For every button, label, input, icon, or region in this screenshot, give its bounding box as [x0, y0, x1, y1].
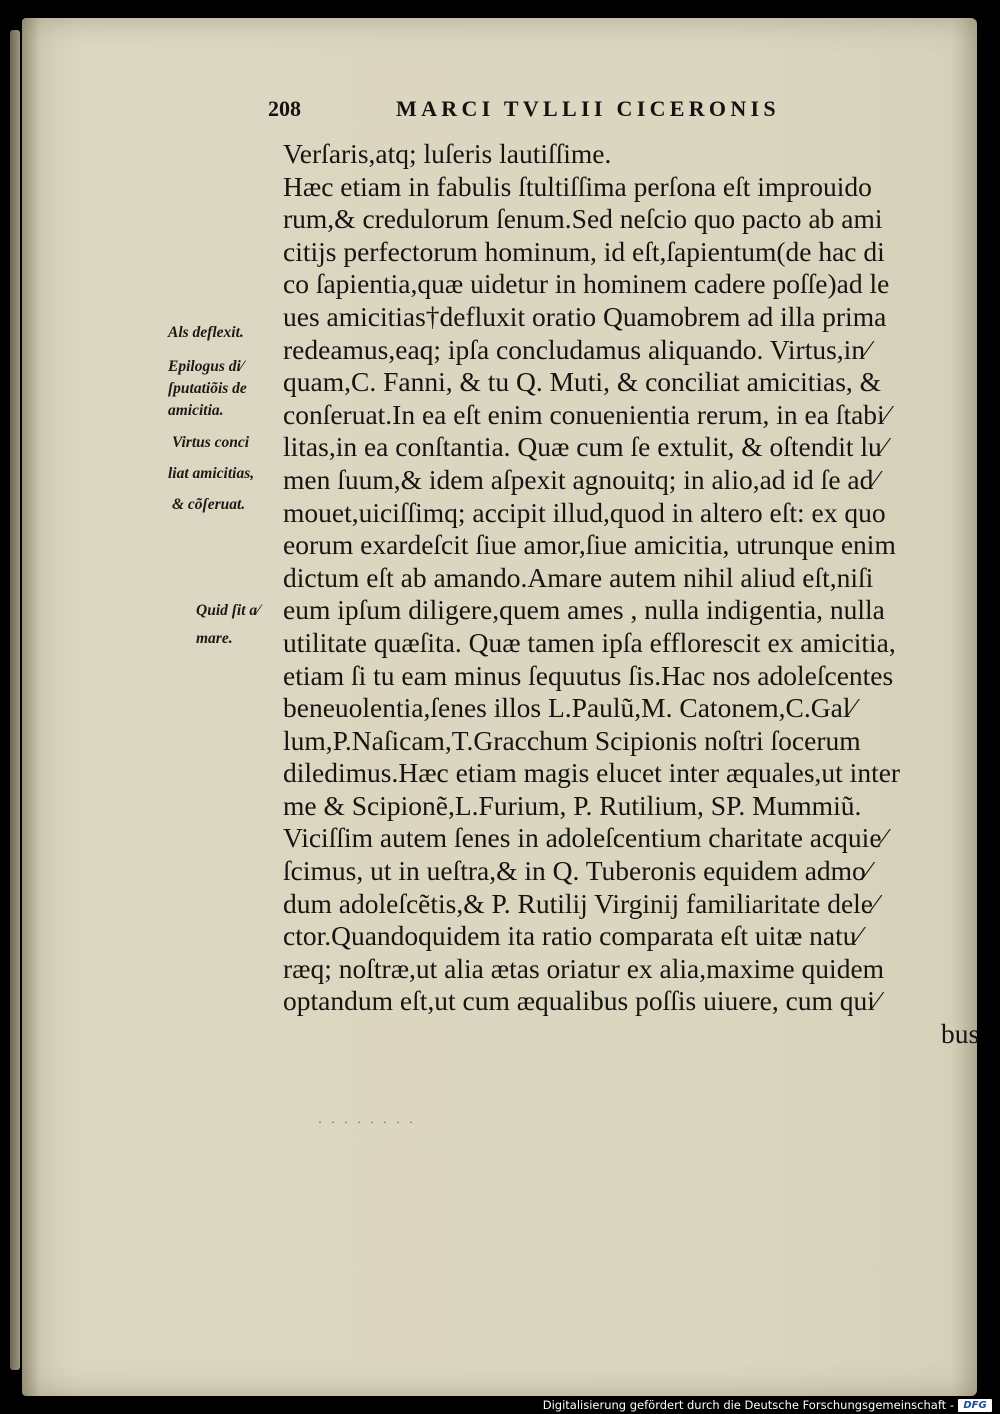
running-head: [268, 90, 848, 130]
marginal-note: Als deflexit.: [168, 324, 244, 341]
text-line: etiam ſi tu eam minus ſequutus ſis.Hac nos adoleſcentes: [283, 659, 894, 691]
text-line: ctor.Quandoquidem ita ratio comparata eſt uitæ natu⁄: [283, 920, 862, 952]
text-line: conſeruat.In ea eſt enim conuenientia rerum, in ea ſtabi⁄: [283, 398, 890, 430]
text-line: diledimus.Hæc etiam magis elucet inter æquales,ut inter: [283, 757, 901, 789]
marginal-note: mare.: [196, 630, 233, 647]
running-title: MARCI TVLLII CICERONIS: [396, 96, 780, 121]
text-line: rum,& credulorum ſenum.Sed neſcio quo pacto ab ami: [283, 203, 883, 235]
marginal-note: Epilogus di⁄: [168, 358, 244, 375]
text-line: quam,C. Fanni, & tu Q. Muti, & conciliat amicitias, &: [283, 366, 882, 398]
text-line: litas,in ea conſtantia. Quæ cum ſe extulit, & oſtendit lu⁄: [283, 431, 887, 463]
text-line: eum ipſum diligere,quem ames , nulla indigentia, nulla: [283, 594, 885, 626]
dfg-logo: DFG: [958, 1399, 992, 1412]
text-line: eorum exardeſcit ſiue amor,ſiue amicitia, utrunque enim: [283, 529, 896, 561]
ink-smudge: · · · · · · · ·: [318, 1115, 416, 1129]
text-line: Hæc etiam in fabulis ſtultiſſima perſona eſt improuido: [283, 170, 872, 202]
text-line: men ſuum,& idem aſpexit agnouitq; in alio,ad id ſe ad⁄: [283, 463, 878, 495]
catchword: bus: [941, 1018, 980, 1050]
text-line: mouet,uiciſſimq; accipit illud,quod in altero eſt: ex quo: [283, 496, 886, 528]
text-line: optandum eſt,ut cum æqualibus poſſis uiuere, cum qui⁄: [283, 985, 880, 1017]
page-number: 208: [268, 96, 301, 121]
body-text: [283, 138, 980, 1051]
marginal-note: & cõſeruat.: [172, 496, 246, 513]
text-line: me & Scipionẽ,L.Furium, P. Rutilium, SP. Mummiũ.: [283, 789, 862, 821]
marginal-note: Virtus conci: [172, 434, 250, 451]
marginal-note: amicitia.: [168, 402, 224, 419]
text-line: beneuolentia,ſenes illos L.Paulũ,M. Catonem,C.Gal⁄: [283, 692, 856, 724]
text-line: ues amicitias†defluxit oratio Quamobrem ad illa prima: [283, 300, 887, 332]
text-line: ſcimus, ut in ueſtra,& in Q. Tuberonis equidem admo⁄: [283, 855, 871, 887]
text-line: Viciſſim autem ſenes in adoleſcentium charitate acquie⁄: [283, 822, 887, 854]
marginal-note: ſputatiõis de: [168, 380, 247, 397]
text-line: Verſaris,atq; luſeris lautiſſime.: [283, 138, 612, 169]
text-line: ræq; noſtræ,ut alia ætas oriatur ex alia,maxime quidem: [283, 952, 885, 984]
marginal-note: Quid ſit a⁄: [196, 602, 260, 619]
page-edge: [10, 30, 20, 1370]
text-line: redeamus,eaq; ipſa concludamus aliquando. Virtus,in⁄: [283, 333, 870, 365]
text-line: utilitate quæſita. Quæ tamen ipſa efflorescit ex amicitia,: [283, 626, 896, 658]
text-line: citijs perfectorum hominum, id eſt,ſapientum(de hac di: [283, 235, 885, 267]
text-line: dum adoleſcẽtis,& P. Rutilij Virginij familiaritate dele⁄: [283, 887, 878, 919]
text-line: lum,P.Naſicam,T.Gracchum Scipionis noſtri ſocerum: [283, 724, 861, 756]
marginal-note: liat amicitias,: [168, 465, 255, 482]
text-line: dictum eſt ab amando.Amare autem nihil aliud eſt,niſi: [283, 561, 874, 593]
text-line: co ſapientia,quæ uidetur in hominem cadere poſſe)ad le: [283, 268, 890, 300]
digitization-credit: Digitalisierung gefördert durch die Deutsche Forschungsgemeinschaft -: [542, 1398, 954, 1412]
